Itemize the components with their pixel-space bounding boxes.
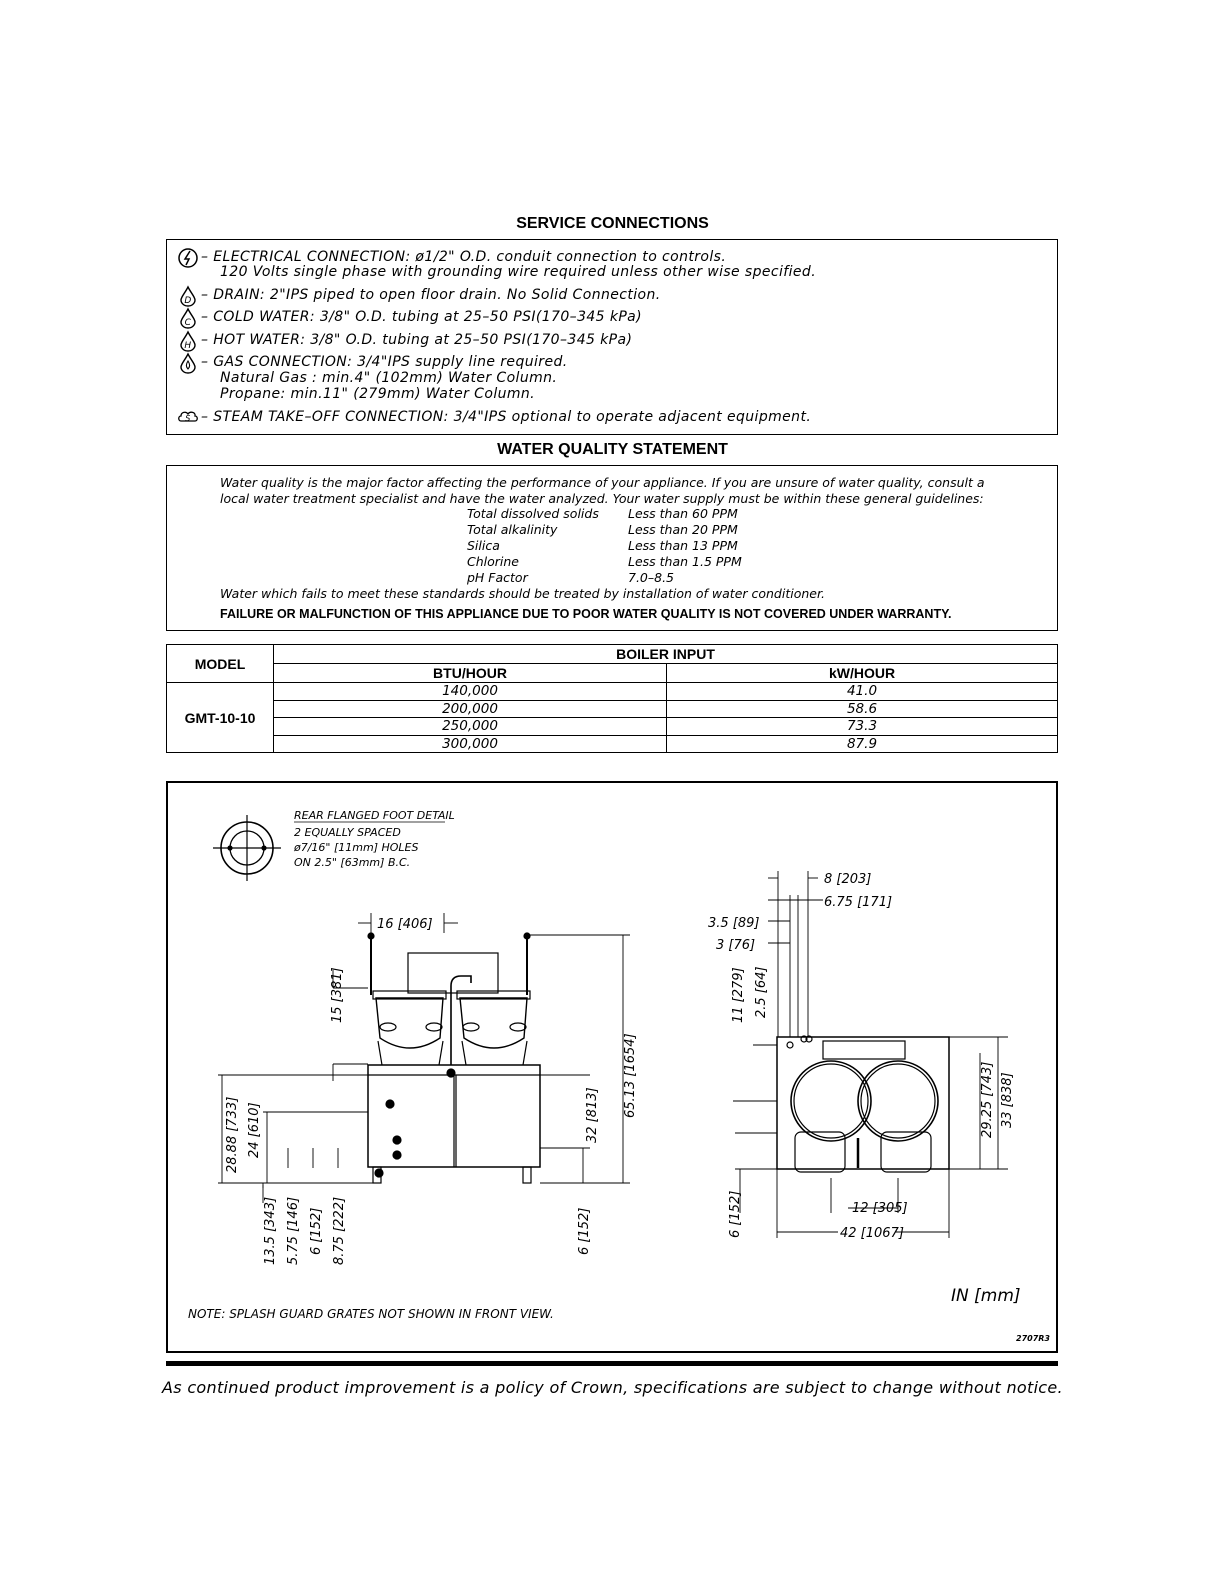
btu-header: BTU/HOUR <box>274 664 667 683</box>
hot-water-icon <box>177 330 199 352</box>
dim-rear-2-5: 2.5 [64] <box>754 966 769 1018</box>
footer-rule <box>166 1361 1058 1366</box>
service-item-gas-line3: Propane: min.11" (279mm) Water Column. <box>220 386 536 402</box>
service-item-electrical-line2: 120 Volts single phase with grounding wire required unless other wise specified. <box>220 264 817 280</box>
table-row <box>167 700 1058 718</box>
foot-detail-symbol <box>213 815 281 881</box>
foot-detail-title: REAR FLANGED FOOT DETAIL <box>294 809 455 822</box>
dim-overall-height: 65.13 [1654] <box>623 1033 638 1118</box>
foot-detail-line2: ø7/16" [11mm] HOLES <box>294 841 419 854</box>
guideline-name: Total dissolved solids <box>467 506 599 521</box>
dim-rear-6: 6 [152] <box>728 1190 743 1238</box>
technical-drawing <box>166 781 1058 1353</box>
foot-detail-line1: 2 EQUALLY SPACED <box>294 826 401 839</box>
electrical-icon <box>177 247 199 269</box>
guideline-value: Less than 1.5 PPM <box>628 554 742 569</box>
water-quality-box <box>166 465 1058 631</box>
boiler-input-table <box>166 644 1058 753</box>
btu-cell: 200,000 <box>274 700 667 718</box>
dim-steam-offset: 8 [203] <box>824 872 872 887</box>
service-connections-title: SERVICE CONNECTIONS <box>516 215 709 232</box>
guideline-name: Silica <box>467 538 500 553</box>
dim-drain-rear: 3.5 [89] <box>708 916 760 931</box>
btu-cell: 140,000 <box>274 683 667 701</box>
front-view <box>368 933 540 1183</box>
table-row <box>167 683 1058 701</box>
dim-steam-height: 28.88 [733] <box>225 1096 240 1173</box>
foot-detail-line3: ON 2.5" [63mm] B.C. <box>294 856 411 869</box>
guideline-name: Chlorine <box>467 554 519 569</box>
dim-rear-42: 42 [1067] <box>840 1226 904 1241</box>
dim-cabinet-height: 32 [813] <box>585 1087 600 1143</box>
dim-cold-offset: 5.75 [146] <box>286 1196 301 1265</box>
kw-cell: 87.9 <box>667 735 1058 753</box>
dim-drain-offset: 13.5 [343] <box>263 1196 278 1265</box>
svg-text:C: C <box>184 318 192 328</box>
dim-kettle-height: 15 [381] <box>330 967 345 1023</box>
model-cell: GMT-10-10 <box>167 683 274 753</box>
guideline-value: Less than 60 PPM <box>628 506 738 521</box>
kw-cell: 73.3 <box>667 718 1058 736</box>
cold-water-icon <box>177 307 199 329</box>
water-quality-intro-2: local water treatment specialist and have the water analyzed. Your water supply must be within these general guidelines: <box>220 491 984 506</box>
svg-text:D: D <box>184 296 192 306</box>
dim-rear-29-25: 29.25 [743] <box>980 1061 995 1138</box>
dim-leg-height: 6 [152] <box>309 1207 324 1255</box>
warranty-warning: FAILURE OR MALFUNCTION OF THIS APPLIANCE DUE TO POOR WATER QUALITY IS NOT COVERED UNDER WARRANTY. <box>220 607 952 621</box>
steam-icon <box>177 407 199 429</box>
guideline-name: Total alkalinity <box>467 522 558 537</box>
guideline-value: Less than 20 PPM <box>628 522 738 537</box>
dim-gas-height: 24 [610] <box>247 1102 262 1158</box>
table-row <box>167 735 1058 753</box>
units-label: IN [mm] <box>951 1286 1021 1306</box>
drawing-note: NOTE: SPLASH GUARD GRATES NOT SHOWN IN FRONT VIEW. <box>188 1307 554 1321</box>
kw-header: kW/HOUR <box>667 664 1058 683</box>
drawing-number: 2707R3 <box>1016 1334 1050 1343</box>
table-row <box>167 718 1058 736</box>
dim-rear-11: 11 [279] <box>731 967 746 1023</box>
rear-dimensions <box>733 871 1008 1238</box>
guideline-name: pH Factor <box>467 570 528 585</box>
front-dimensions <box>218 913 630 1203</box>
dim-rear-12: 12 [305] <box>852 1201 908 1216</box>
dim-width-kettle: 16 [406] <box>377 917 433 932</box>
water-quality-note: Water which fails to meet these standards should be treated by installation of water conditioner. <box>220 586 825 601</box>
footer-note: As continued product improvement is a policy of Crown, specifications are subject to change without notice. <box>162 1378 1063 1397</box>
svg-text:H: H <box>184 341 192 351</box>
btu-cell: 300,000 <box>274 735 667 753</box>
water-quality-title: WATER QUALITY STATEMENT <box>497 441 728 458</box>
kw-cell: 41.0 <box>667 683 1058 701</box>
service-connections-box: – ELECTRICAL CONNECTION: ø1/2" O.D. conduit connection to controls. 120 Volts single phase with grounding wire required unless other wise specified. D – DRAIN: 2"IPS piped to open floor drain. No Solid Connection. C – COLD WATER: 3/8" O.D. tubing at 25–50 PSI(170–345 kPa) H – HOT WATER: 3/8" O.D. tubing at 25–50 PSI(170–345 kPa) – GAS CONNECTION: 3/4"IPS supply line required. Natural Gas : min.4" (102mm) Water Column. Propane: min.11" (279mm) Water Column. S – STEAM TAKE–OFF CONNECTION: 3/4"IPS optional to operate adjacent equipment. <box>166 239 1058 435</box>
model-header: MODEL <box>167 645 274 683</box>
svg-text:S: S <box>185 414 191 423</box>
drain-icon <box>177 285 199 307</box>
rear-view <box>777 1036 949 1172</box>
water-quality-intro-1: Water quality is the major factor affecting the performance of your appliance. If you are unsure of water quality, consult a <box>220 475 985 490</box>
dim-rear-33: 33 [838] <box>1000 1072 1015 1128</box>
dim-front-leg: 6 [152] <box>577 1207 592 1255</box>
dim-water-offset: 6.75 [171] <box>824 895 893 910</box>
gas-icon <box>177 352 199 374</box>
dim-electrical-offset: 8.75 [222] <box>332 1196 347 1265</box>
drawing-svg <box>168 783 1056 1351</box>
guideline-value: 7.0–8.5 <box>628 570 675 585</box>
guideline-value: Less than 13 PPM <box>628 538 738 553</box>
dim-electrical-rear: 3 [76] <box>716 938 756 953</box>
btu-cell: 250,000 <box>274 718 667 736</box>
service-item-gas-line2: Natural Gas : min.4" (102mm) Water Column. <box>220 370 558 386</box>
boiler-input-header: BOILER INPUT <box>274 645 1058 664</box>
kw-cell: 58.6 <box>667 700 1058 718</box>
